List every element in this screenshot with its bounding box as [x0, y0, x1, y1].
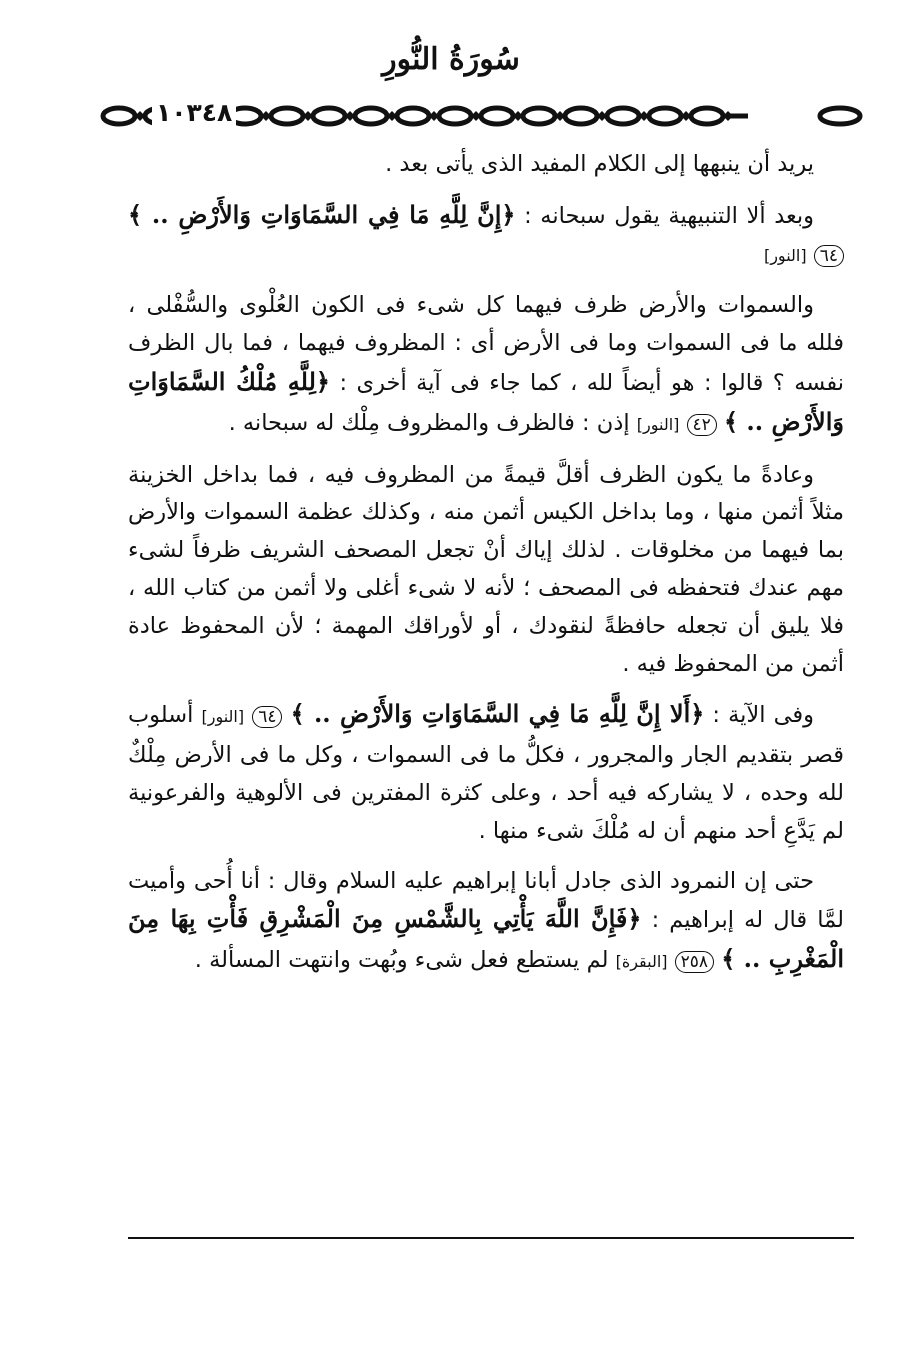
page-number: ١٠٣٤٨ [152, 98, 236, 127]
ayah-number: ٤٢ [687, 414, 717, 436]
paragraph: وفى الآية : ﴿أَلا إِنَّ لِلَّهِ مَا فِي السَّمَاوَاتِ وَالأَرْضِ .. ﴾ ٦٤ [النور] أسلوب قصر بتقديم الجار والمجرور ، فكلُّ ما فى السموات ، وكل ما فى الأرض مِلْكٌ لله وحده ، لا يشاركه فيه أحد ، وعلى كثرة المفترين فى الألوهية والفرعونية لم يَدَّعِ أحد منهم أن له مُلْكَ شىء منها . [128, 699, 844, 844]
paragraph: وبعد ألا التنبيهية يقول سبحانه : ﴿إِنَّ لِلَّهِ مَا فِي السَّمَاوَاتِ وَالأَرْضِ .. ﴾ ٦٤ [النور] [128, 196, 844, 276]
quran-verse: ﴿لِلَّهِ مُلْكُ السَّمَاوَاتِ وَالأَرْضِ .. ﴾ [128, 366, 844, 436]
footer-rule [128, 1237, 854, 1239]
sura-reference: [النور] [636, 414, 680, 434]
paragraph: والسموات والأرض ظرف فيهما كل شىء فى الكون العُلْوى والسُّفْلى ، فلله ما فى السموات وما فى الأرض أى : المظروف فيهما ، فما بال الظرف نفسه ؟ قالوا : هو أيضاً لله ، كما جاء فى آية أخرى : ﴿لِلَّهِ مُلْكُ السَّمَاوَاتِ وَالأَرْضِ .. ﴾ ٤٢ [النور] إذن : فالظرف والمظروف مِلْك له سبحانه . [128, 292, 844, 436]
paragraph: وعادةً ما يكون الظرف أقلَّ قيمةً من المظروف فيه ، فما بداخل الخزينة مثلاً أثمن منها ، وما بداخل الكيس أثمن منه ، وكذلك عظمة السموات والأرض بما فيهما من مخلوقات . لذلك إياك أنْ تجعل المصحف الشريف ظرفاً لشىء مهم عندك فتحفظه فى المصحف ؛ لأنه لا شىء أغلى ولا أثمن من كتاب الله ، فلا يليق أن تجعله حافظةً لنقودك ، أو لأوراقك المهمة ؛ لأن المحفوظ عادة أثمن من المحفوظ فيه . [128, 461, 844, 677]
paragraph: حتى إن النمرود الذى جادل أبانا إبراهيم عليه السلام وقال : أنا أُحى وأميت لمَّا قال له إبراهيم : ﴿فَإِنَّ اللَّهَ يَأْتِي بِالشَّمْسِ مِنَ الْمَشْرِقِ فَأْتِ بِهَا مِنَ الْمَغْرِبِ .. ﴾ ٢٥٨ [البقرة] لم يستطع فعل شىء وبُهت وانتهت المسألة . [128, 867, 844, 974]
page-body [128, 146, 844, 994]
sura-reference: [النور] [201, 707, 245, 727]
ayah-number: ٦٤ [252, 706, 282, 728]
quran-verse: ﴿أَلا إِنَّ لِلَّهِ مَا فِي السَّمَاوَاتِ وَالأَرْضِ .. ﴾ [290, 699, 705, 729]
quran-verse: ﴿فَإِنَّ اللَّهَ يَأْتِي بِالشَّمْسِ مِنَ الْمَشْرِقِ فَأْتِ بِهَا مِنَ الْمَغْرِبِ .. ﴾ [128, 904, 844, 974]
ayah-number: ٢٥٨ [675, 951, 714, 973]
quran-verse: ﴿إِنَّ لِلَّهِ مَا فِي السَّمَاوَاتِ وَالأَرْضِ .. ﴾ [128, 199, 516, 229]
sura-reference: [النور] [763, 245, 807, 265]
ayah-number: ٦٤ [814, 245, 844, 267]
paragraph: يريد أن ينبهها إلى الكلام المفيد الذى يأتى بعد . [385, 151, 814, 177]
sura-title: سُورَةُ النُّورِ [382, 42, 520, 77]
sura-reference: [البقرة] [615, 952, 668, 972]
